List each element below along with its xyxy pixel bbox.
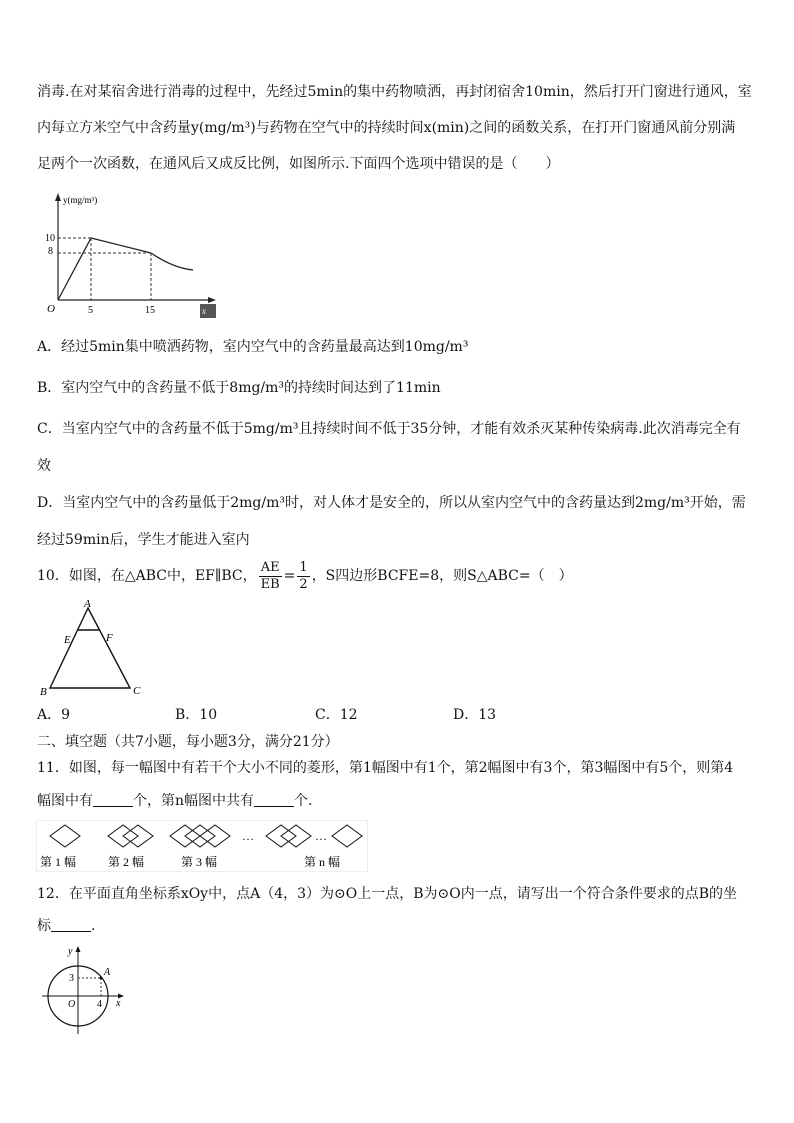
- graph-origin: O: [47, 303, 55, 315]
- label-o: O: [68, 999, 76, 1010]
- label-e: E: [64, 634, 71, 646]
- q9-option-d-line2: 经过59min后，学生才能进入室内: [37, 532, 250, 548]
- label-x: x: [116, 998, 121, 1009]
- label-b: B: [40, 686, 47, 698]
- inverse-curve: [151, 253, 193, 270]
- graph-ylabel: y(mg/m³): [63, 195, 98, 205]
- rhombus-fign-c: [332, 825, 362, 847]
- q9-option-c-line2: 效: [37, 458, 51, 474]
- label-f: F: [106, 632, 113, 644]
- q10-prefix: 10．如图，在△ABC中，EF∥BC，: [37, 568, 257, 584]
- q12-answer-blank[interactable]: [51, 917, 91, 932]
- label-y: y: [68, 946, 73, 957]
- ytick-10: 10: [45, 233, 55, 244]
- q10-fraction-ae-eb: $\frac{AE}{EB}$: [260, 559, 280, 592]
- q12-line2: 标 .: [37, 918, 96, 934]
- q11-rhombus-figures: [36, 820, 368, 872]
- xtick-5: 5: [88, 305, 93, 316]
- caption-fig1: 第 1 幅: [40, 855, 77, 869]
- point-a: [100, 977, 103, 980]
- q9-option-b: B．室内空气中的含药量不低于8mg/m³的持续时间达到了11min: [37, 380, 441, 396]
- q10-option-a: A．9: [37, 707, 71, 723]
- q9-option-c-line1: C．当室内空气中的含药量不低于5mg/m³且持续时间不低于35分钟，才能有效杀灭某种传染病毒.此次消毒完全有: [37, 421, 741, 437]
- xtick-15: 15: [145, 305, 155, 316]
- q11-line2: 幅图中有 个，第n幅图中共有 个.: [37, 793, 313, 809]
- label-a: A: [84, 598, 91, 610]
- q10-fraction-half: $\frac{1}{2}$: [299, 559, 308, 592]
- caption-fig2: 第 2 幅: [108, 855, 145, 869]
- linear-segments: [58, 238, 151, 300]
- q10-suffix: ，S四边形BCFE=8，则S△ABC=（ ）: [311, 568, 573, 584]
- q10-option-c: C．12: [315, 707, 358, 723]
- q11-blank-2[interactable]: [254, 792, 294, 807]
- q11-line1: 11．如图，每一幅图中有若干个大小不同的菱形，第1幅图中有1个，第2幅图中有3个，第3幅图中有5个，则第4: [37, 760, 734, 776]
- axis-y-arrow: [76, 946, 81, 952]
- q9-line1: 消毒.在对某宿舍进行消毒的过程中，先经过5min的集中药物喷洒，再封闭宿舍10min，然后打开门窗进行通风，室: [37, 84, 752, 100]
- q9-line2: 内每立方米空气中含药量y(mg/m³)与药物在空气中的持续时间x(min)之间的函数关系，在打开门窗通风前分别满: [37, 120, 736, 136]
- q11-dots-1: …: [242, 829, 254, 843]
- q10-option-d: D．13: [453, 707, 497, 723]
- triangle-abc: [50, 608, 130, 688]
- caption-fign: 第 n 幅: [304, 855, 341, 869]
- label-four: 4: [97, 999, 102, 1010]
- rhombus-fig1: [50, 825, 80, 847]
- caption-fig3: 第 3 幅: [181, 855, 218, 869]
- q11-dots-2: …: [315, 829, 327, 843]
- graph-xlabel: x: [202, 306, 206, 316]
- x-axis-arrow: [208, 297, 216, 303]
- section-heading-fill-in: 二、填空题（共7小题，每小题3分，满分21分）: [37, 734, 339, 750]
- y-axis-arrow: [55, 193, 61, 201]
- q10-option-b: B．10: [175, 707, 218, 723]
- q12-circle-figure: [38, 944, 128, 1038]
- q9-option-d-line1: D．当室内空气中的含药量低于2mg/m³时，对人体才是安全的，所以从室内空气中的含药量达到2mg/m³开始，需: [37, 495, 746, 511]
- label-a-point: A: [104, 967, 111, 978]
- ytick-8: 8: [48, 246, 53, 257]
- q11-blank-1[interactable]: [93, 792, 133, 807]
- q9-option-a: A．经过5min集中喷洒药物，室内空气中的含药量最高达到10mg/m³: [37, 339, 469, 355]
- q12-line1: 12．在平面直角坐标系xOy中，点A（4，3）为⊙O上一点，B为⊙O内一点，请写出一个符合条件要求的点B的坐: [37, 886, 738, 902]
- q9-graph: [38, 190, 228, 325]
- q10-triangle-figure: [36, 596, 156, 700]
- q10-stem: [37, 558, 759, 594]
- label-c: C: [133, 685, 141, 697]
- q9-line3: 足两个一次函数，在通风后又成反比例，如图所示.下面四个选项中错误的是（ ）: [37, 156, 560, 172]
- q10-equals: =: [283, 568, 296, 584]
- label-three: 3: [69, 973, 74, 984]
